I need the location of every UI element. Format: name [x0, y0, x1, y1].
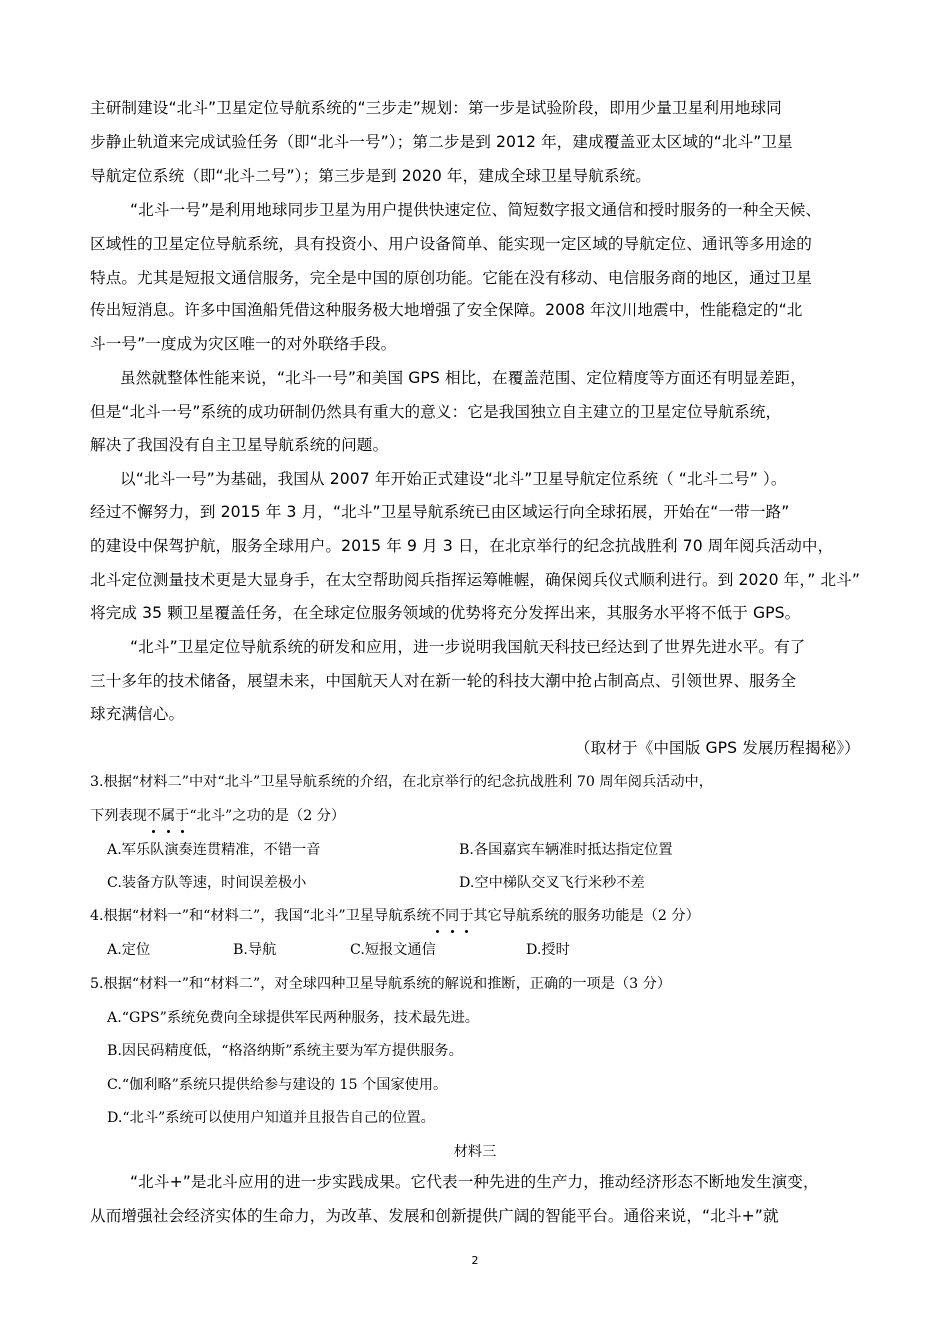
question-3-option-a: A.军乐队演奏连贯精准，不错一音 [107, 842, 321, 858]
question-5-option-a: A.“GPS”系统免费向全球提供军民两种服务，技术最先进。 [107, 1010, 479, 1026]
body-text-line: “北斗”卫星定位导航系统的研发和应用，进一步说明我国航天科技已经达到了世界先进水平。有了 [130, 638, 806, 656]
question-5-stem: 5.根据“材料一”和“材料二”，对全球四种卫星导航系统的解说和推断，正确的一项是（3 分） [90, 976, 672, 992]
body-text-line: 传出短消息。许多中国渔船凭借这种服务极大地增强了安全保障。2008 年汶川地震中，性能稳定的“北 [90, 301, 803, 319]
question-4-option-d: D.授时 [526, 942, 570, 958]
body-text-line: 球充满信心。 [90, 705, 185, 723]
question-5-option-d: D.“北斗”系统可以使用户知道并且报告自己的位置。 [107, 1110, 435, 1126]
emphasis-char: 不 [430, 908, 446, 924]
body-text-line: “北斗一号”是利用地球同步卫星为用户提供快速定位、简短数字报文通信和授时服务的一种全天候、 [130, 201, 822, 219]
body-text-line: 步静止轨道来完成试验任务（即“北斗一号”）；第二步是到 2012 年，建成覆盖亚太区域的“北斗”卫星 [90, 133, 793, 151]
question-3-option-c: C.装备方队等速，时间误差极小 [107, 875, 307, 891]
question-5-option-b: B.因民码精度低，“格洛纳斯”系统主要为军方提供服务。 [107, 1043, 463, 1059]
body-text-line: 区域性的卫星定位导航系统，具有投资小、用户设备简单、能实现一定区域的导航定位、通讯等多用途的 [90, 235, 812, 253]
question-3-option-b: B.各国嘉宾车辆准时抵达指定位置 [459, 842, 673, 858]
body-text-line: 将完成 35 颗卫星覆盖任务，在全球定位服务领域的优势将充分发挥出来，其服务水平将不低于 GPS。 [90, 604, 801, 622]
question-4-option-b: B.导航 [233, 942, 277, 958]
body-text-line: 解决了我国没有自主卫星导航系统的问题。 [90, 436, 389, 454]
section-heading-material-three: 材料三 [453, 1144, 497, 1160]
body-text-line: 虽然就整体性能来说，“北斗一号”和美国 GPS 相比，在覆盖范围、定位精度等方面还有明显差距， [120, 369, 806, 387]
body-text-line: 从而增强社会经济实体的生命力，为改革、发展和创新提供广阔的智能平台。通俗来说，“北斗+”就 [90, 1207, 779, 1225]
emphasis-char: 属 [160, 808, 176, 824]
question-3-stem-line2: 下列表现不属于“北斗”之功的是（2 分） [90, 808, 346, 824]
body-text-line: 的建设中保驾护航，服务全球用户。2015 年 9 月 3 日，在北京举行的纪念抗战胜利 70 周年阅兵活动中， [90, 537, 834, 555]
question-3-stem: 3.根据“材料二”中对“北斗”卫星导航系统的介绍，在北京举行的纪念抗战胜利 70 周年阅兵活动中， [90, 774, 713, 790]
page-number: 2 [471, 1254, 479, 1267]
body-text-line: 特点。尤其是短报文通信服务，完全是中国的原创功能。它能在没有移动、电信服务商的地区，通过卫星 [90, 269, 812, 287]
body-text-line: 经过不懈努力，到 2015 年 3 月，“北斗”卫星导航系统已由区域运行向全球拓展，开始在“一带一路” [90, 503, 790, 521]
question-5-option-c: C.“伽利略”系统只提供给参与建设的 15 个国家使用。 [107, 1077, 448, 1093]
emphasis-char: 不 [146, 808, 161, 824]
body-text-line: 北斗定位测量技术更是大显身手，在太空帮助阅兵指挥运筹帷幄，确保阅兵仪式顺利进行。到 2020 年，” 北斗” [90, 571, 861, 589]
source-citation: （取材于《中国版 GPS 发展历程揭秘》） [574, 739, 860, 757]
body-text-line: 导航定位系统（即“北斗二号”）；第三步是到 2020 年，建成全球卫星导航系统。 [90, 167, 651, 185]
body-text-line: “北斗+”是北斗应用的进一步实践成果。它代表一种先进的生产力，推动经济形态不断地发生演变， [130, 1173, 819, 1191]
emphasis-char: 于 [175, 808, 190, 824]
body-text-line: 以“北斗一号”为基础，我国从 2007 年开始正式建设“北斗”卫星导航定位系统（ “北斗二号” ）。 [120, 470, 787, 488]
emphasis-char: 同 [445, 908, 460, 924]
body-text-line: 但是“北斗一号”系统的成功研制仍然具有重大的意义：它是我国独立自主建立的卫星定位导航系统， [90, 403, 782, 421]
question-4-option-a: A.定位 [107, 942, 151, 958]
question-3-option-d: D.空中梯队交叉飞行米秒不差 [459, 875, 645, 891]
body-text-line: 斗一号”一度成为灾区唯一的对外联络手段。 [90, 335, 397, 353]
question-4-option-c: C.短报文通信 [350, 942, 436, 958]
emphasis-char: 于 [459, 908, 474, 924]
question-4-stem: 4.根据“材料一”和“材料二”，我国“北斗”卫星导航系统不同于其它导航系统的服务功能是（2 分） [90, 908, 700, 924]
body-text-line: 主研制建设“北斗”卫星定位导航系统的“三步走”规划：第一步是试验阶段，即用少量卫星利用地球同 [90, 99, 782, 117]
body-text-line: 三十多年的技术储备，展望未来，中国航天人对在新一轮的科技大潮中抢占制高点、引领世界、服务全 [90, 672, 797, 690]
